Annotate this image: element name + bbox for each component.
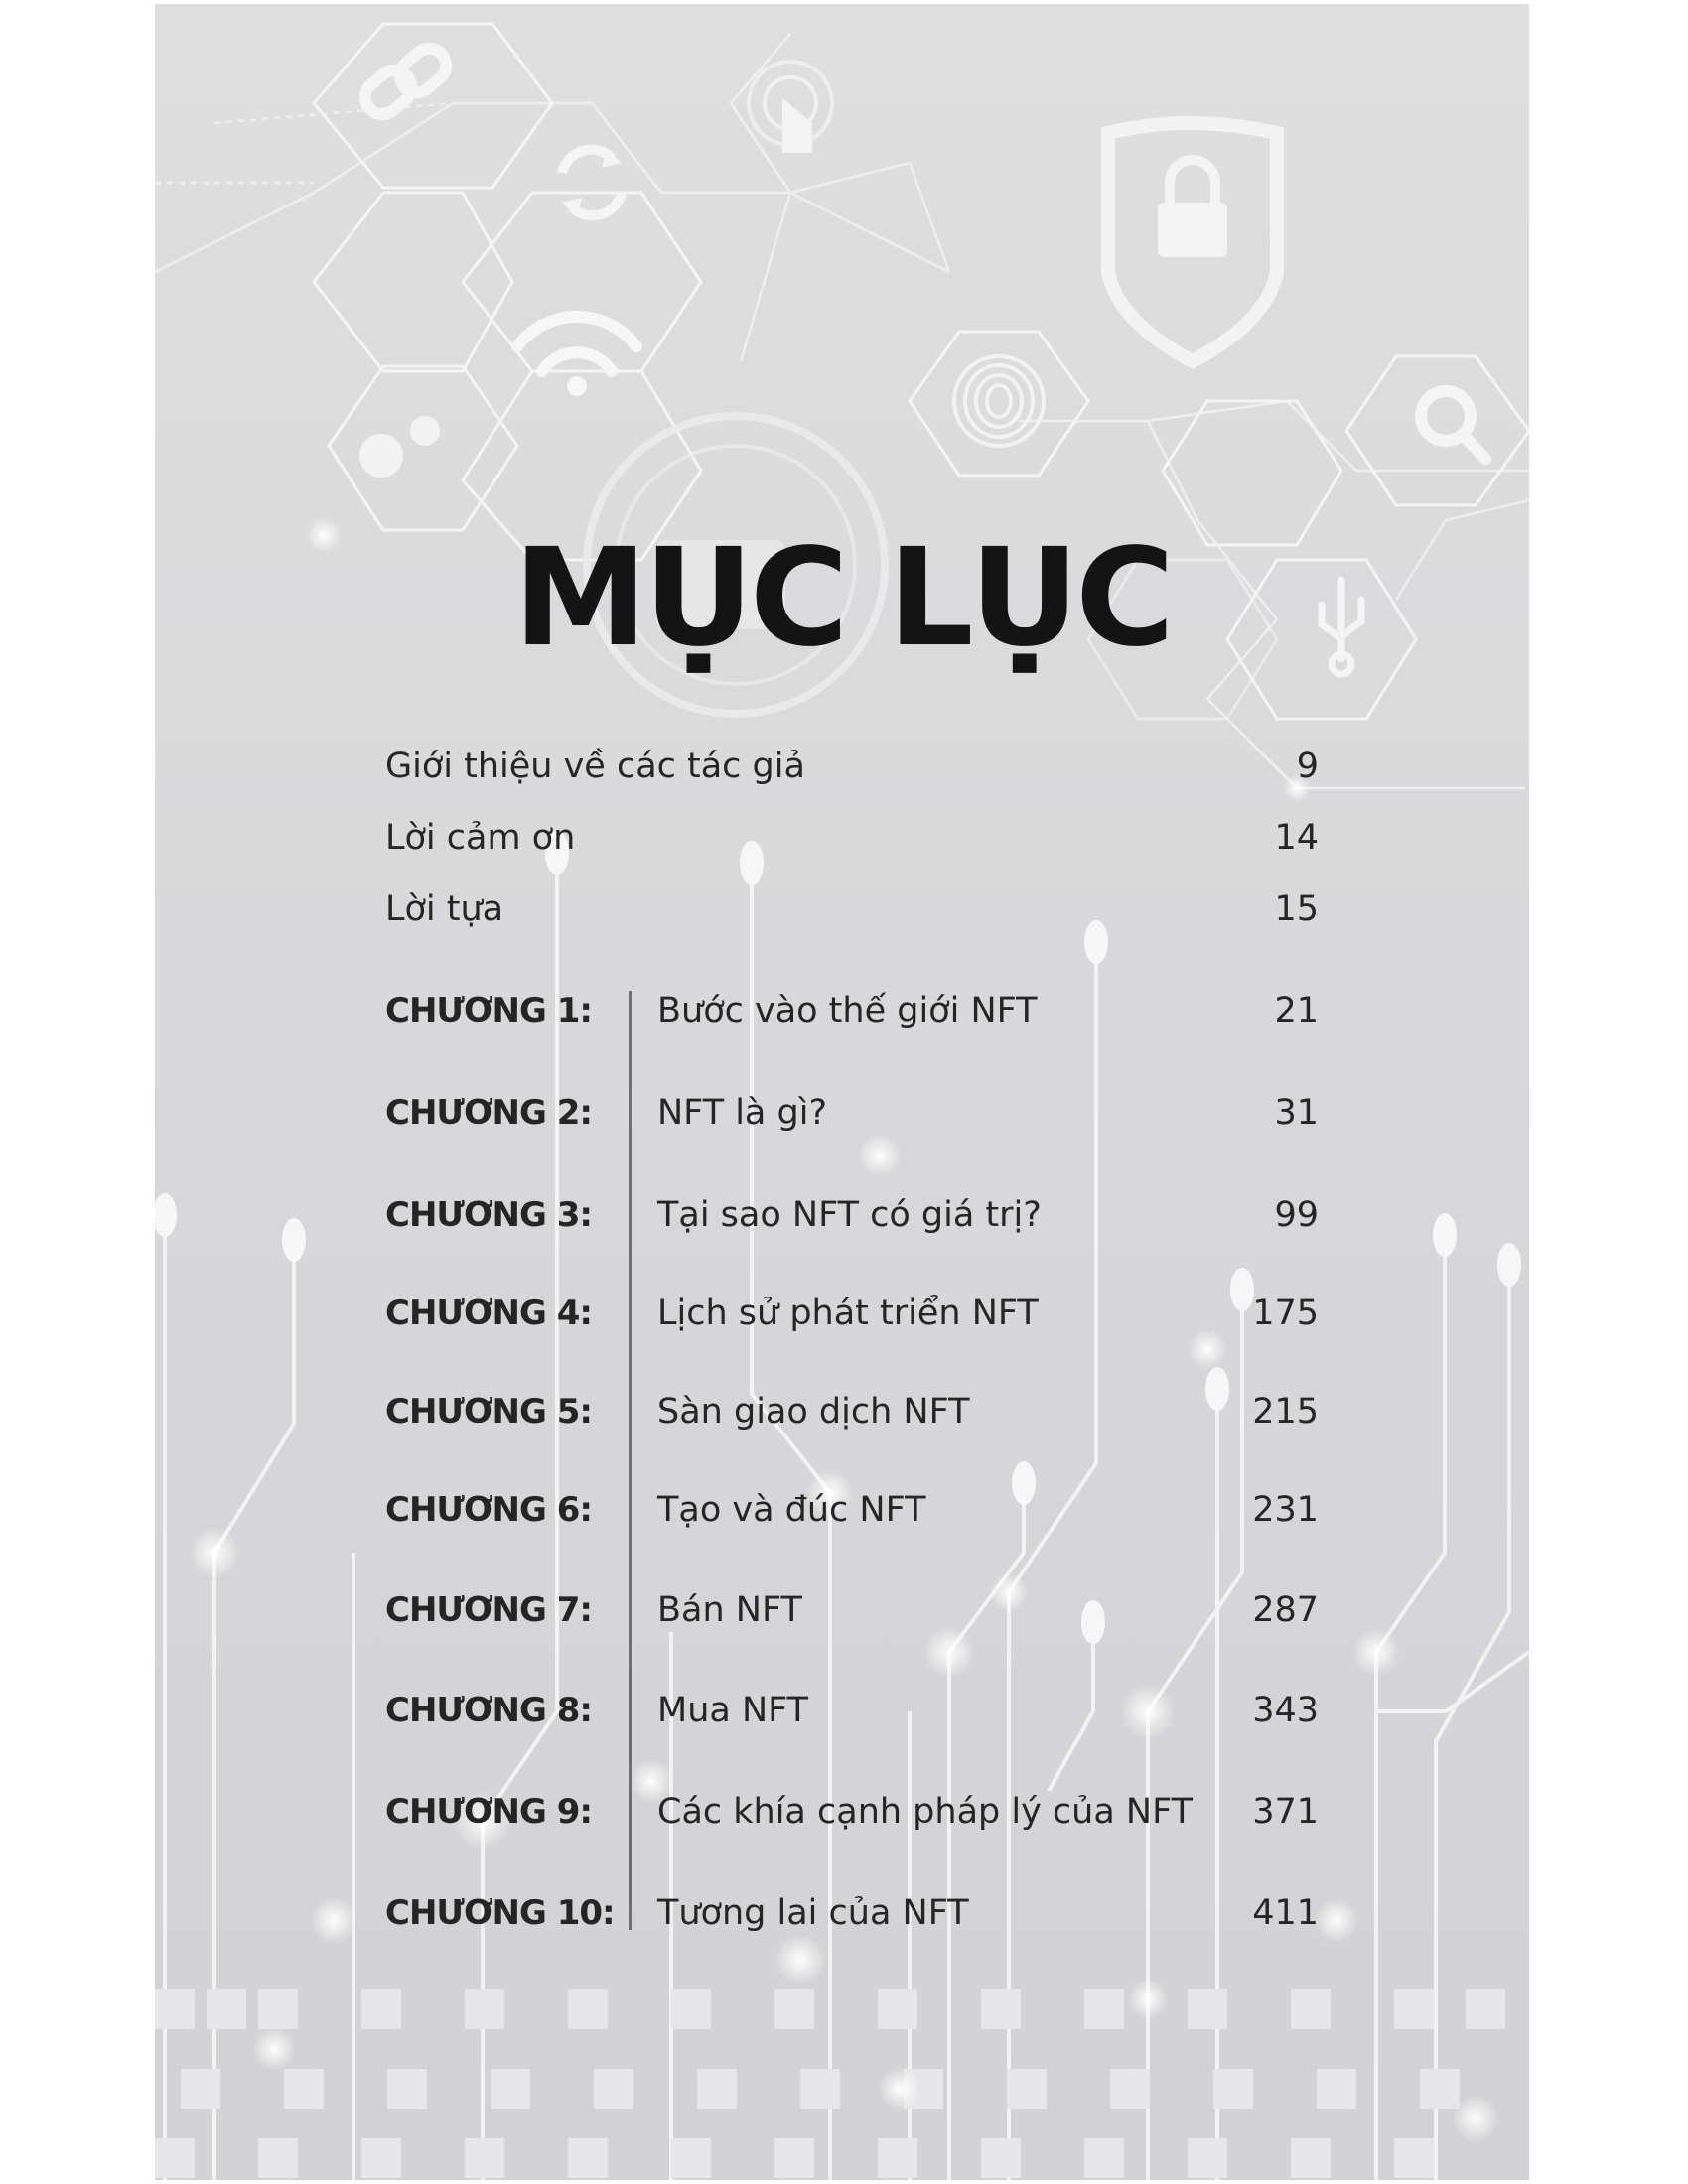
chapter-label: CHƯƠNG 5: bbox=[385, 1392, 592, 1432]
entry-title: Giới thiệu về các tác giả bbox=[385, 747, 805, 786]
fingerprint-icon bbox=[954, 356, 1044, 446]
chapter-label: CHƯƠNG 10: bbox=[385, 1893, 615, 1933]
chapter-label: CHƯƠNG 4: bbox=[385, 1294, 592, 1333]
entry-title: Lời cảm ơn bbox=[385, 818, 576, 858]
entry-page-number: 9 bbox=[1296, 747, 1319, 786]
chapter-title: Bước vào thế giới NFT bbox=[657, 991, 1038, 1030]
entry-title: Lời tựa bbox=[385, 889, 504, 929]
chapter-entry[interactable] bbox=[155, 1083, 1529, 1143]
chapter-page-number: 175 bbox=[1252, 1294, 1319, 1333]
toc-entry[interactable] bbox=[155, 808, 1529, 868]
chapter-page-number: 371 bbox=[1252, 1792, 1319, 1832]
chapter-label: CHƯƠNG 2: bbox=[385, 1093, 592, 1133]
chapter-label: CHƯƠNG 7: bbox=[385, 1590, 592, 1630]
chapter-title: Mua NFT bbox=[657, 1691, 809, 1730]
chapter-label: CHƯƠNG 1: bbox=[385, 991, 592, 1030]
chapter-page-number: 215 bbox=[1252, 1392, 1319, 1432]
chapter-page-number: 343 bbox=[1252, 1691, 1319, 1730]
toc-entry[interactable] bbox=[155, 880, 1529, 939]
chapter-title: Sàn giao dịch NFT bbox=[657, 1392, 970, 1432]
touch-icon bbox=[749, 62, 832, 153]
chapter-page-number: 287 bbox=[1252, 1590, 1319, 1630]
wifi-icon bbox=[517, 317, 636, 396]
chapter-title: Tạo và đúc NFT bbox=[657, 1490, 926, 1530]
chapter-label: CHƯƠNG 3: bbox=[385, 1195, 592, 1235]
toc-entry[interactable] bbox=[155, 737, 1529, 796]
chapter-page-number: 31 bbox=[1274, 1093, 1319, 1133]
chapter-entry[interactable] bbox=[155, 1480, 1529, 1540]
refresh-icon bbox=[562, 148, 622, 217]
entry-page-number: 14 bbox=[1274, 818, 1319, 858]
chapter-label: CHƯƠNG 6: bbox=[385, 1490, 592, 1530]
chapter-label: CHƯƠNG 9: bbox=[385, 1792, 592, 1832]
lock-shield-icon bbox=[1108, 123, 1277, 361]
gears-icon bbox=[359, 416, 440, 478]
chapter-title: Tương lai của NFT bbox=[657, 1893, 969, 1933]
chapter-entry[interactable] bbox=[155, 1782, 1529, 1842]
chapter-page-number: 21 bbox=[1274, 991, 1319, 1030]
chapter-title: NFT là gì? bbox=[657, 1093, 828, 1133]
chapter-label: CHƯƠNG 8: bbox=[385, 1691, 592, 1730]
chapter-title: Các khía cạnh pháp lý của NFT bbox=[657, 1792, 1194, 1832]
chapter-entry[interactable] bbox=[155, 1681, 1529, 1740]
chapter-page-number: 231 bbox=[1252, 1490, 1319, 1530]
link-icon bbox=[358, 42, 453, 121]
chapter-page-number: 99 bbox=[1274, 1195, 1319, 1235]
chapter-page-number: 411 bbox=[1252, 1893, 1319, 1933]
toc-page bbox=[155, 4, 1529, 2180]
chapter-entry[interactable] bbox=[155, 1284, 1529, 1343]
chapter-entry[interactable] bbox=[155, 1382, 1529, 1441]
page-title: MỤC LỤC bbox=[513, 520, 1171, 678]
chapter-title: Lịch sử phát triển NFT bbox=[657, 1294, 1039, 1333]
chapter-entry[interactable] bbox=[155, 1185, 1529, 1245]
chapter-title: Bán NFT bbox=[657, 1590, 802, 1630]
chapter-entry[interactable] bbox=[155, 981, 1529, 1040]
chapter-title: Tại sao NFT có giá trị? bbox=[657, 1195, 1042, 1235]
chapter-entry[interactable] bbox=[155, 1883, 1529, 1943]
entry-page-number: 15 bbox=[1274, 889, 1319, 929]
chapter-entry[interactable] bbox=[155, 1580, 1529, 1640]
search-icon bbox=[1421, 391, 1485, 459]
